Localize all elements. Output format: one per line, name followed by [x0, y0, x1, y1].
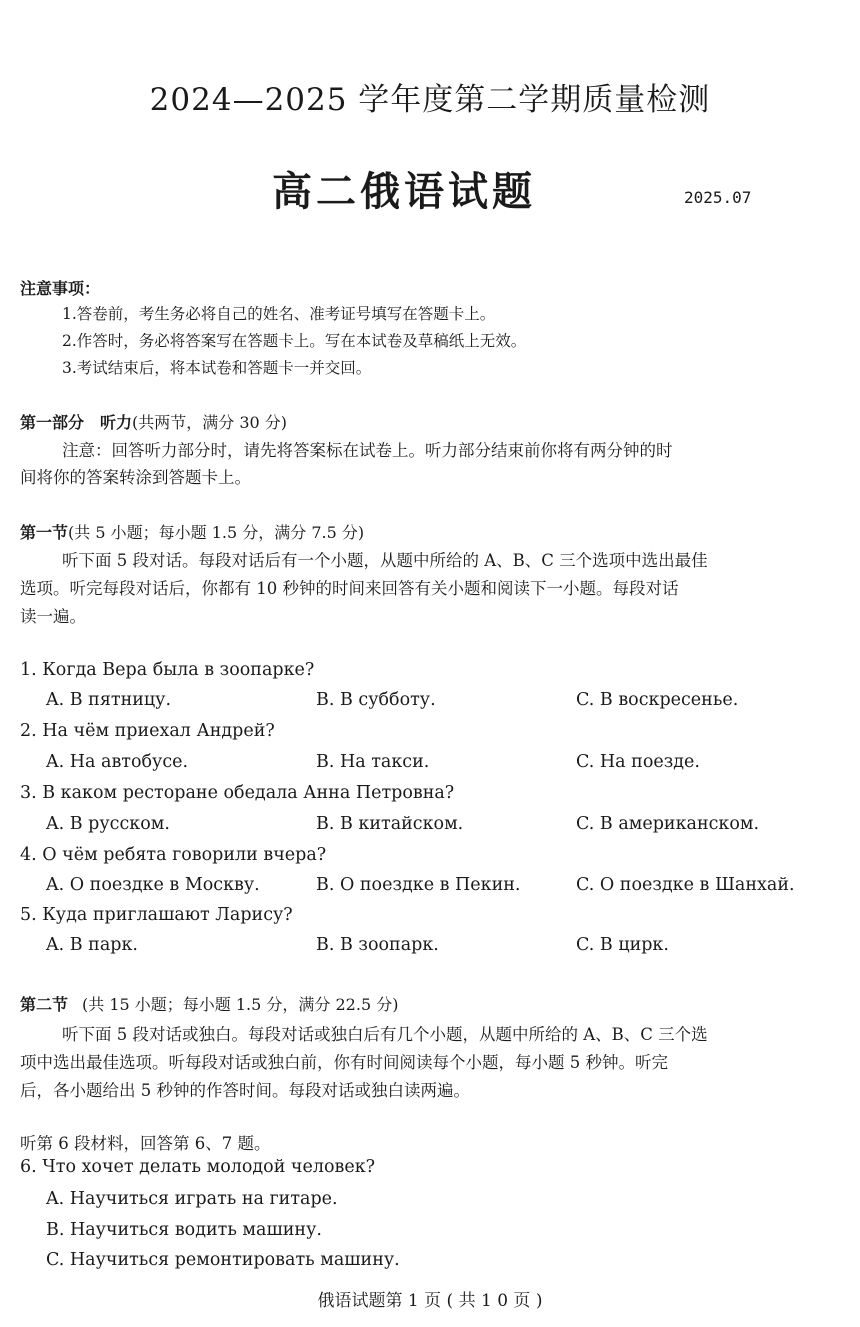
part1-heading: 第一部分 听力 [20, 413, 133, 432]
question-6-option-a: A. Научиться играть на гитаре. [46, 1189, 338, 1209]
part1-heading-note: (共两节，满分 30 分) [132, 413, 288, 432]
part1-instruction-line-2: 间将你的答案转涂到答题卡上。 [20, 468, 251, 487]
question-1-option-b: B. В субботу. [316, 690, 436, 710]
question-3-option-b: B. В китайском. [316, 814, 464, 834]
page-footer: 俄语试题第 1 页 ( 共 1 0 页 ) [317, 1291, 543, 1311]
section2-heading-row [20, 992, 398, 1015]
question-5-option-b: B. В зоопарк. [316, 935, 439, 955]
question-4-text: 4. О чём ребята говорили вчера? [20, 845, 327, 865]
notice-item-1: 1.答卷前，考生务必将自己的姓名、准考证号填写在答题卡上。 [62, 305, 496, 323]
section1-instruction-line-3: 读一遍。 [20, 607, 86, 626]
question-3-option-c: C. В американском. [576, 814, 760, 834]
question-1-option-c: C. В воскресенье. [576, 690, 739, 710]
question-4-option-c: C. О поездке в Шанхай. [576, 875, 795, 895]
section1-instruction-line-2: 选项。听完每段对话后，你都有 10 秒钟的时间来回答有关小题和阅读下一小题。每段对话 [20, 579, 679, 598]
question-6-option-b: B. Научиться водить машину. [46, 1220, 322, 1240]
section1-heading-row [20, 520, 364, 543]
exam-title: 2024—2025 学年度第二学期质量检测 [149, 82, 711, 118]
exam-date: 2025.07 [684, 188, 752, 207]
question-2-option-a: A. На автобусе. [46, 752, 189, 772]
question-4-option-a: A. О поездке в Москву. [46, 875, 260, 895]
section1-heading-note: (共 5 小题；每小题 1.5 分，满分 7.5 分) [68, 523, 365, 542]
question-2-option-b: B. На такси. [316, 752, 430, 772]
notice-item-3: 3.考试结束后，将本试卷和答题卡一并交回。 [62, 359, 372, 377]
part1-heading-row [20, 410, 287, 433]
question-6-option-c: C. Научиться ремонтировать машину. [46, 1250, 400, 1270]
notice-heading: 注意事项： [20, 279, 101, 298]
question-3-option-a: A. В русском. [46, 814, 170, 834]
part1-instruction-line-1: 注意：回答听力部分时，请先将答案标在试卷上。听力部分结束前你将有两分钟的时 [62, 441, 673, 460]
section2-instruction-line-1: 听下面 5 段对话或独白。每段对话或独白后有几个小题，从题中所给的 A、B、C 三个选 [62, 1025, 708, 1044]
question-2-option-c: C. На поезде. [576, 752, 700, 772]
question-6-text: 6. Что хочет делать молодой человек? [20, 1157, 376, 1177]
question-1-text: 1. Когда Вера была в зоопарке? [20, 660, 315, 680]
section2-heading: 第二节 [20, 995, 69, 1014]
question-5-option-c: C. В цирк. [576, 935, 669, 955]
section2-instruction-line-2: 项中选出最佳选项。听每段对话或独白前，你有时间阅读每个小题，每小题 5 秒钟。听完 [20, 1053, 668, 1072]
question-4-option-b: B. О поездке в Пекин. [316, 875, 521, 895]
section1-heading: 第一节 [20, 523, 69, 542]
question-2-text: 2. На чём приехал Андрей? [20, 721, 275, 741]
question-1-option-a: A. В пятницу. [46, 690, 172, 710]
question-5-text: 5. Куда приглашают Ларису? [20, 905, 293, 925]
section2-instruction-line-3: 后，各小题给出 5 秒钟的作答时间。每段对话或独白读两遍。 [20, 1081, 470, 1100]
exam-subject-title: 高二俄语试题 [272, 168, 536, 215]
question-3-text: 3. В каком ресторане обедала Анна Петровна? [20, 783, 455, 803]
section2-heading-note: (共 15 小题；每小题 1.5 分，满分 22.5 分) [82, 995, 399, 1014]
material-6-intro: 听第 6 段材料，回答第 6、7 题。 [20, 1134, 271, 1153]
notice-item-2: 2.作答时，务必将答案写在答题卡上。写在本试卷及草稿纸上无效。 [62, 332, 527, 350]
section1-instruction-line-1: 听下面 5 段对话。每段对话后有一个小题，从题中所给的 A、B、C 三个选项中选出最佳 [62, 551, 708, 570]
question-5-option-a: A. В парк. [46, 935, 138, 955]
